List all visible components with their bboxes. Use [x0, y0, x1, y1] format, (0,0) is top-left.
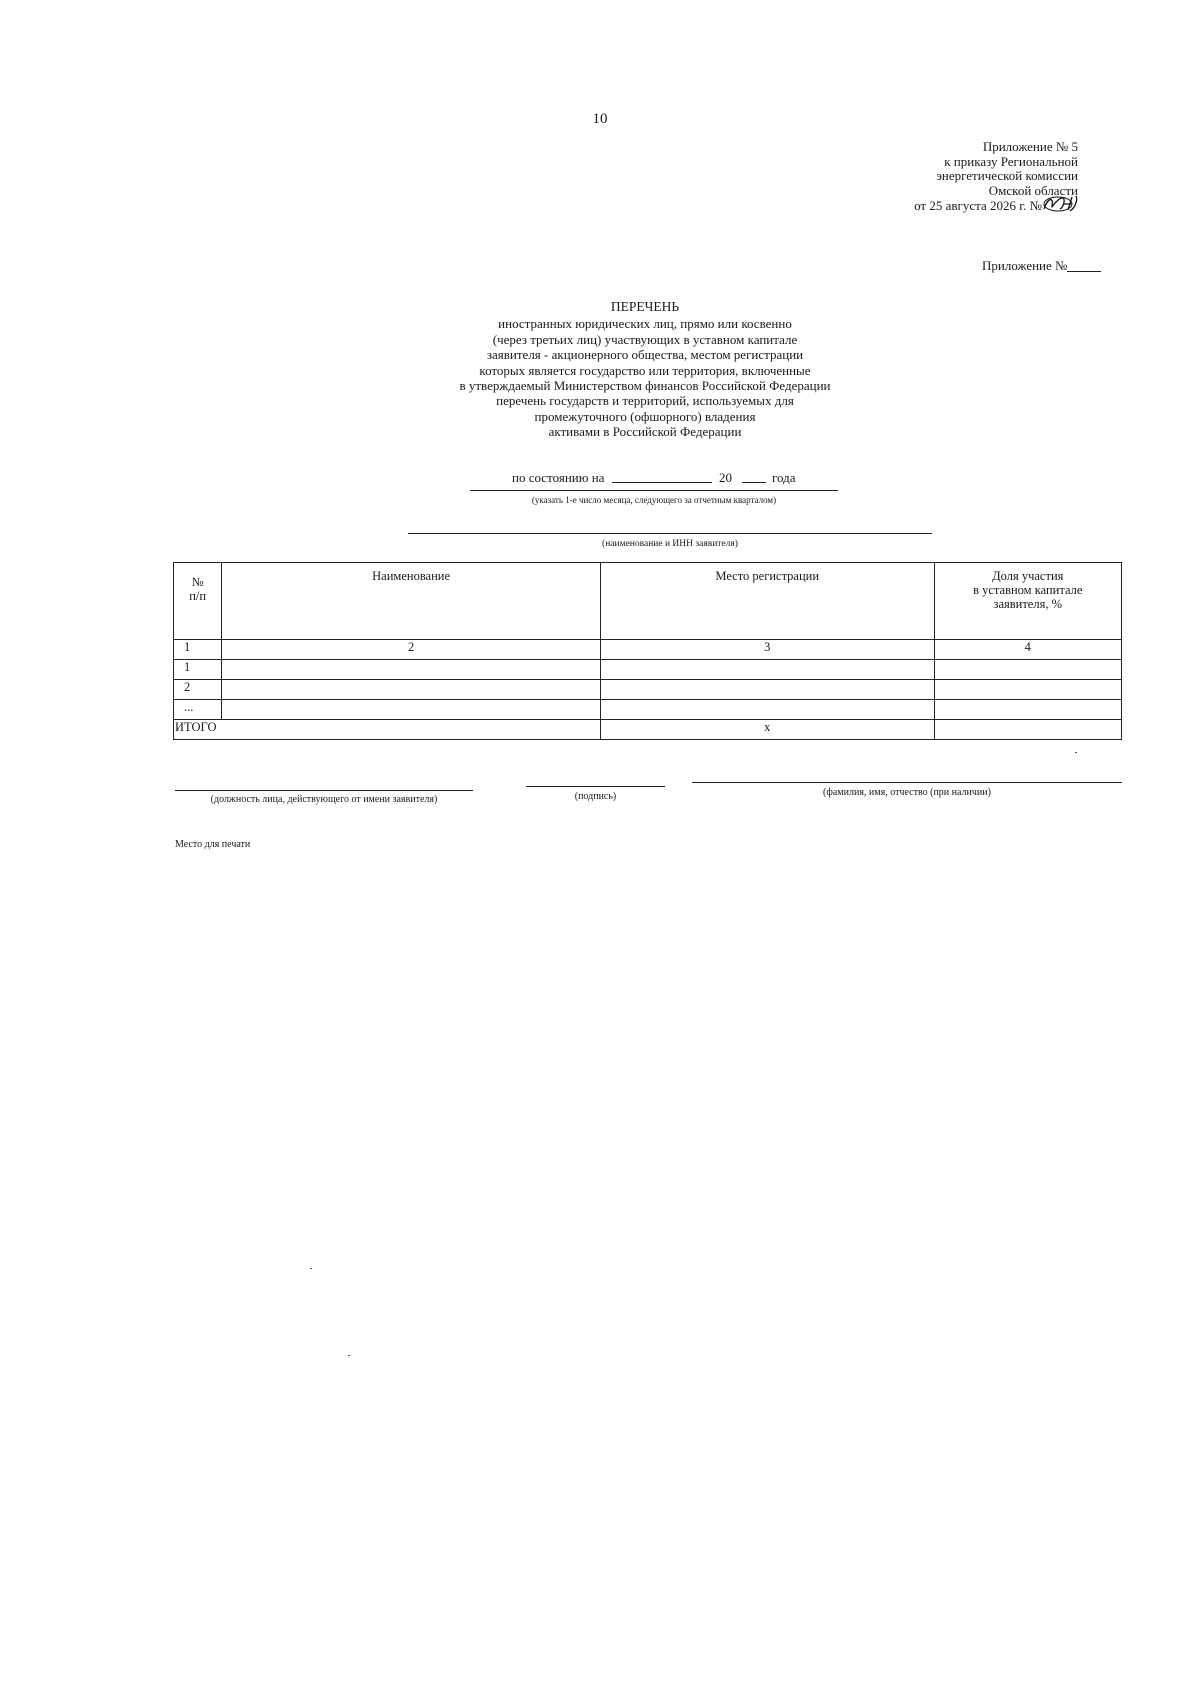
row-share-cell: [934, 660, 1121, 680]
title-line: промежуточного (офшорного) владения: [534, 408, 756, 424]
total-place: х: [600, 720, 934, 740]
title-line: иностранных юридических лиц, прямо или косвенно: [498, 316, 792, 332]
total-row: [174, 720, 1122, 740]
participants-table: [173, 562, 1122, 740]
table-header-row: [174, 563, 1122, 640]
title-line: (через третьих лиц) участвующих в уставном капитале: [492, 331, 798, 347]
header-share-line: Доля участия: [992, 569, 1064, 583]
row-number: ...: [174, 700, 222, 720]
column-number: 3: [600, 640, 934, 660]
full-name-caption: (фамилия, имя, отчество (при наличии): [823, 787, 991, 798]
scan-speck: [348, 1355, 350, 1356]
row-number: 1: [174, 660, 222, 680]
header-share-line: в уставном капитале: [973, 583, 1083, 597]
total-share-cell: [934, 720, 1121, 740]
appendix-number-label: Приложение №: [982, 258, 1068, 273]
signature-line: [526, 786, 665, 787]
position-signature-line: [175, 790, 473, 791]
header-share: [934, 563, 1121, 640]
header-number-abbr: п/п: [189, 589, 207, 603]
header-name: Наименование: [222, 563, 601, 640]
header-share-line: заявителя, %: [993, 597, 1063, 611]
row-share-cell: [934, 700, 1121, 720]
document-title: [0, 299, 1200, 440]
column-number: 4: [934, 640, 1121, 660]
appendix-header: [914, 140, 1078, 214]
signature-caption: (подпись): [574, 791, 617, 802]
table-row: [174, 660, 1122, 680]
row-name-cell: [222, 700, 601, 720]
title-line: в утверждаемый Министерством финансов Российской Федерации: [459, 378, 831, 394]
position-caption: (должность лица, действующего от имени заявителя): [210, 794, 438, 805]
table-row: [174, 680, 1122, 700]
header-number: [174, 563, 222, 640]
appendix-header-date-text: от 25 августа 2026 г. №: [914, 198, 1042, 214]
title-line: которых является государство или территория, включенные: [479, 362, 811, 378]
title-heading: ПЕРЕЧЕНЬ: [610, 299, 680, 314]
row-name-cell: [222, 680, 601, 700]
as-of-suffix: года: [772, 470, 796, 485]
title-line: перечень государств и территорий, используемых для: [496, 393, 794, 409]
table-row: [174, 700, 1122, 720]
as-of-date-blank: [612, 482, 712, 483]
appendix-header-line: Приложение № 5: [982, 139, 1078, 154]
row-place-cell: [600, 700, 934, 720]
applicant-line: [408, 533, 932, 534]
row-place-cell: [600, 660, 934, 680]
page-number: 10: [592, 111, 608, 127]
stamp-place-label: Место для печати: [175, 839, 251, 850]
as-of-prefix: по состоянию на: [512, 470, 605, 485]
scan-speck: [310, 1268, 312, 1269]
appendix-header-line: к приказу Региональной: [944, 153, 1078, 169]
appendix-header-line: Омской области: [988, 182, 1078, 198]
applicant-hint: (наименование и ИНН заявителя): [602, 539, 738, 549]
row-number: 2: [174, 680, 222, 700]
title-line: активами в Российской Федерации: [548, 424, 742, 440]
as-of-hint: (указать 1-е число месяца, следующего за отчетным кварталом): [531, 495, 777, 505]
row-name-cell: [222, 660, 601, 680]
handwritten-number-mark: [1042, 198, 1078, 212]
appendix-number: [982, 258, 1101, 274]
header-number-symbol: №: [191, 575, 204, 589]
appendix-header-line: энергетической комиссии: [936, 168, 1078, 184]
title-line: заявителя - акционерного общества, местом регистрации: [486, 347, 804, 363]
as-of-date-line: [470, 470, 838, 491]
column-number: 1: [174, 640, 222, 660]
appendix-number-blank: [1067, 259, 1101, 272]
total-label: ИТОГО: [174, 720, 601, 740]
appendix-header-date-line: [914, 198, 1078, 214]
row-place-cell: [600, 680, 934, 700]
column-numbering-row: [174, 640, 1122, 660]
column-number: 2: [222, 640, 601, 660]
as-of-year-blank: [742, 482, 766, 483]
scan-speck: [1075, 752, 1077, 753]
full-name-line: [692, 782, 1122, 783]
as-of-year-prefix: 20: [719, 470, 732, 485]
header-registration-place: Место регистрации: [600, 563, 934, 640]
row-share-cell: [934, 680, 1121, 700]
